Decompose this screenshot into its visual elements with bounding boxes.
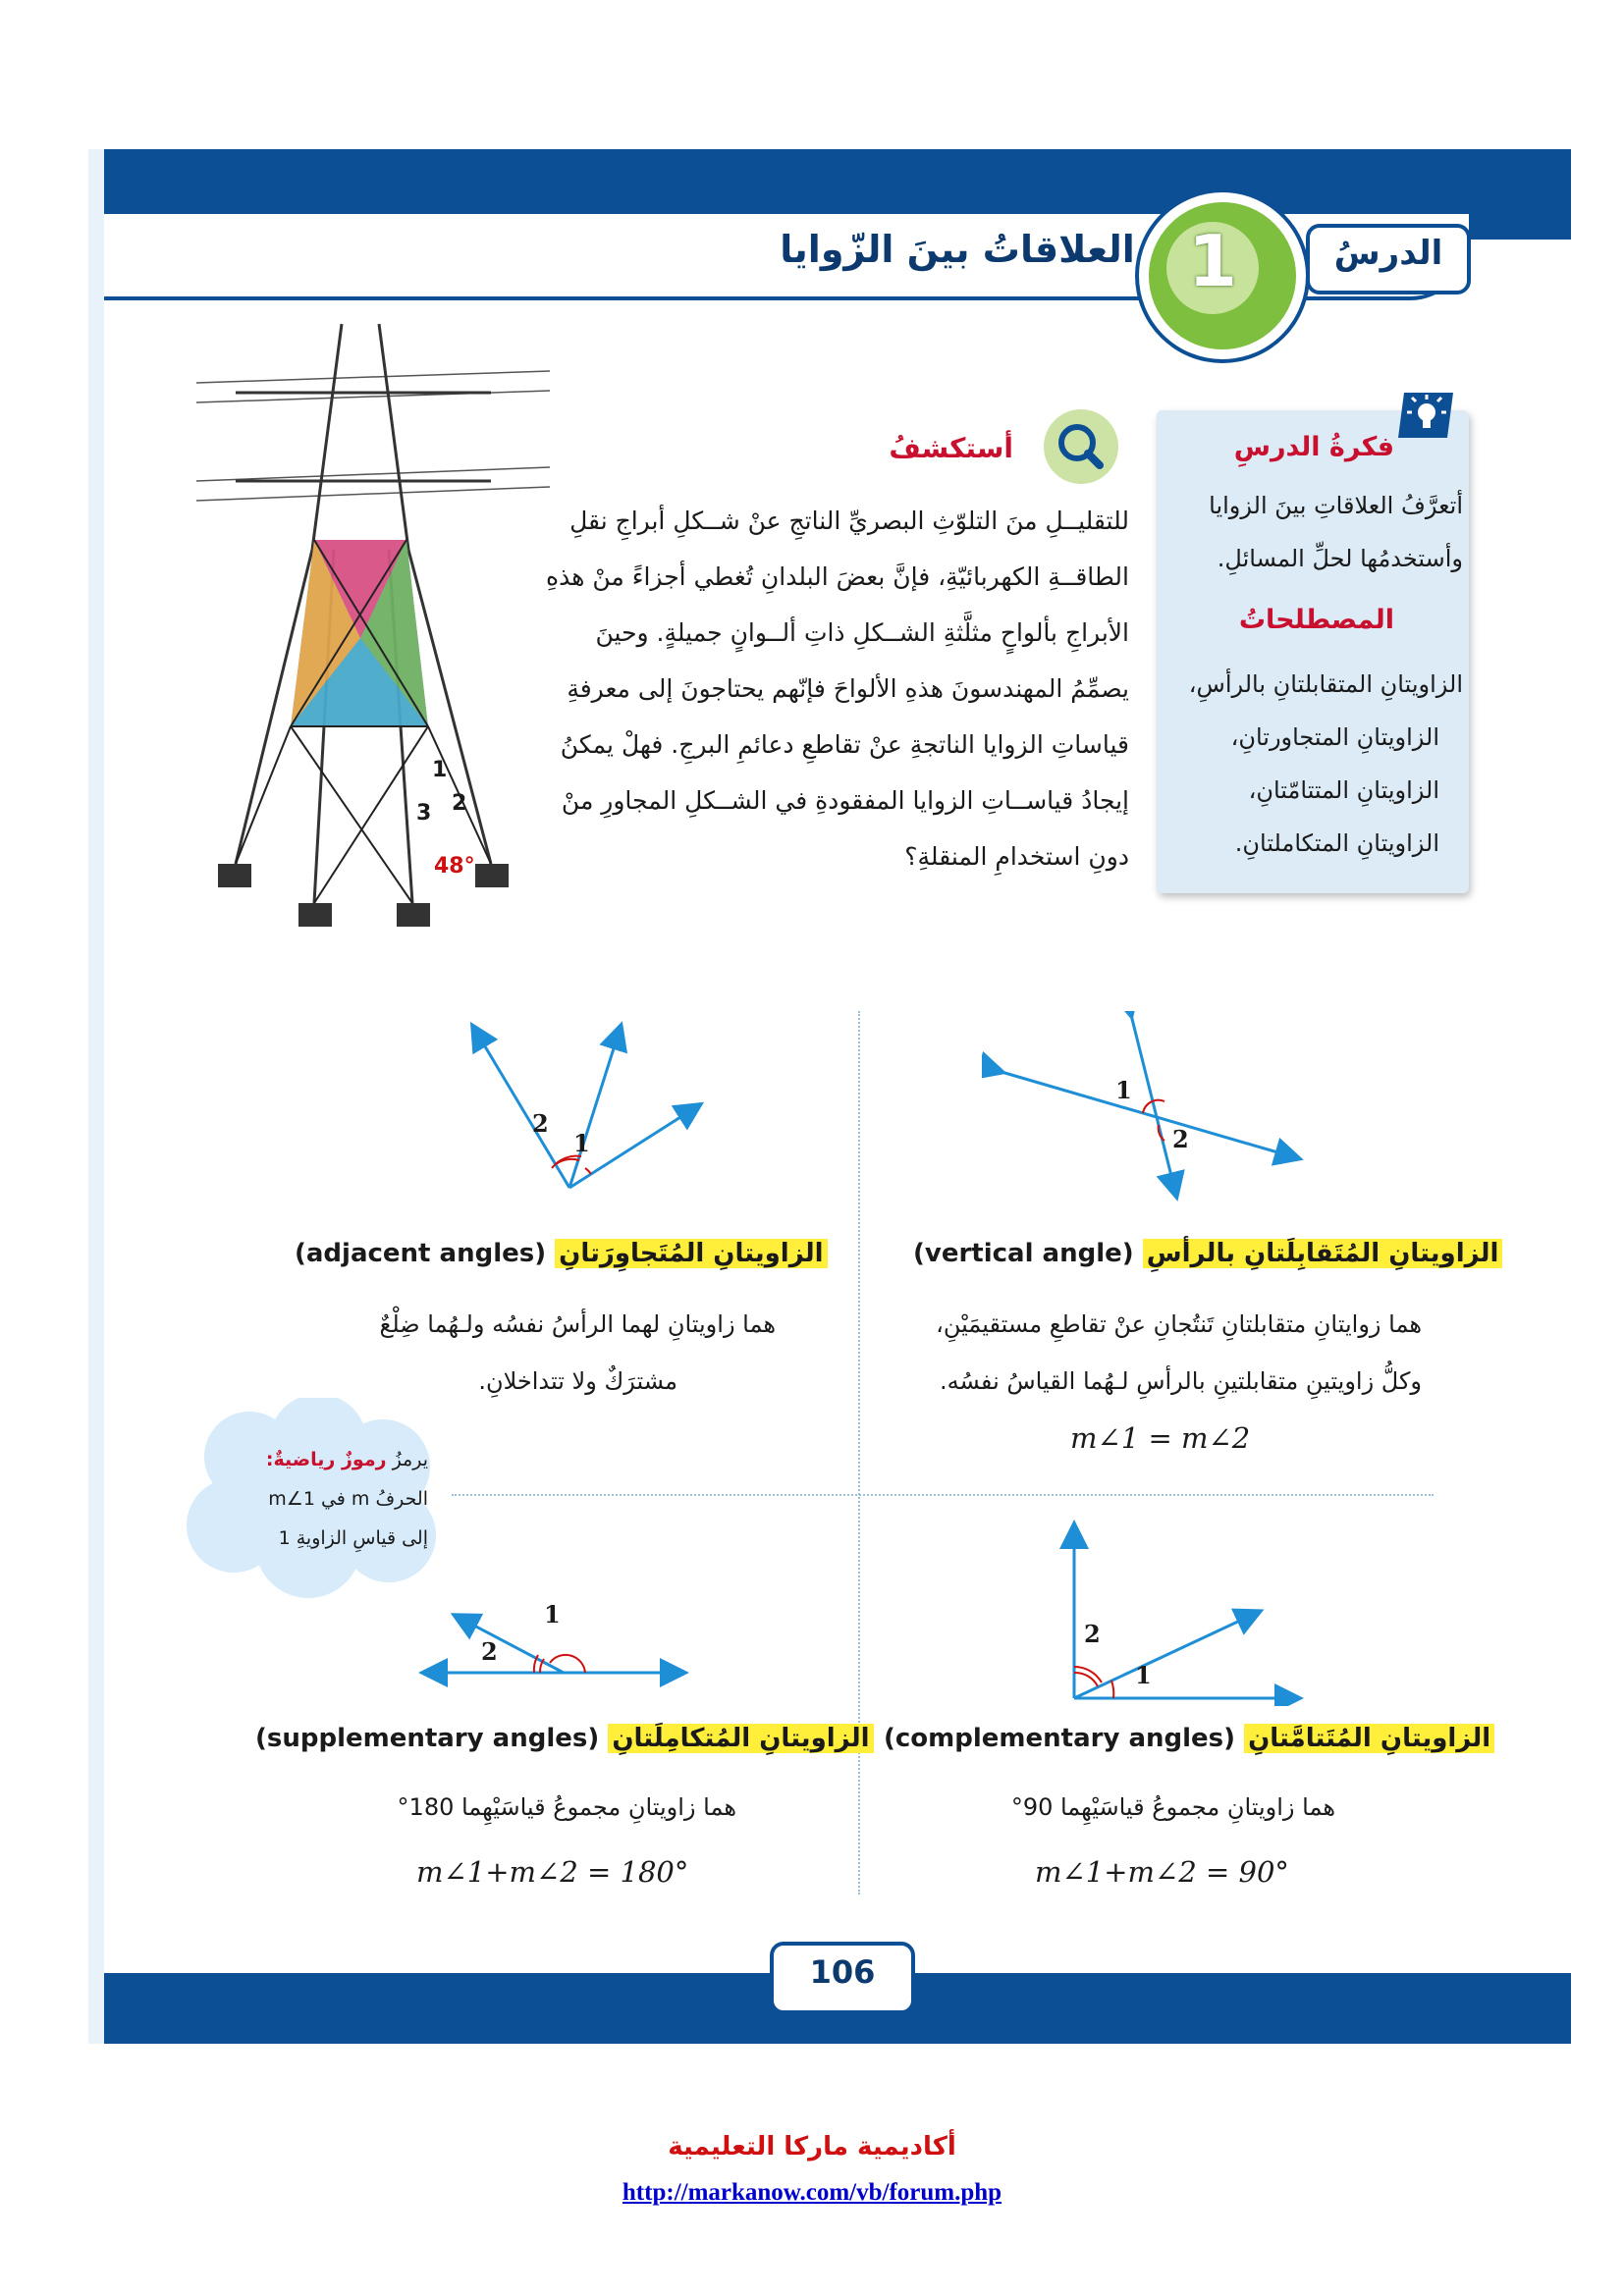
explore-line: دونِ استخدامِ المنقلةِ؟ <box>904 842 1129 871</box>
adjacent-angle-ar: الزاويتانِ المُتَجاوِرَتانِ <box>555 1239 827 1268</box>
supplementary-angle-formula: m∠1+m∠2 = 180° <box>416 1855 689 1889</box>
term-item: الزاويتانِ المتقابلتانِ بالرأسِ، <box>1188 670 1463 698</box>
vertical-angle-def: وكلُّ زاويتينِ متقابلتينِ بالرأسِ لـهُما القياسُ نفسُه. <box>940 1367 1422 1395</box>
term-item: الزاويتانِ المتتامّتانِ، <box>1248 776 1439 804</box>
vertical-angles-diagram <box>982 1011 1316 1207</box>
lesson-idea-line-1: أتعرَّفُ العلاقاتِ بينَ الزوايا <box>1209 492 1463 519</box>
lesson-number: 1 <box>1187 220 1238 302</box>
lesson-title: العلاقاتُ بينَ الزّوايا <box>780 228 1135 271</box>
divider-horizontal <box>452 1494 1434 1496</box>
tower-angle-label: 2 <box>452 791 467 816</box>
term-item: الزاويتانِ المتجاورتانِ، <box>1230 723 1439 751</box>
complementary-angle-ar: الزاويتانِ المُتَتامَّتانِ <box>1244 1724 1494 1753</box>
adjacent-angle-def: هما زاويتانِ لهما الرأسُ نفسُه ولـهُما ضِلْعٌ <box>379 1310 776 1338</box>
supplementary-angle-ar: الزاويتانِ المُتكامِلَتانِ <box>608 1724 873 1753</box>
supplementary-angle-label-1: 1 <box>544 1600 561 1629</box>
lesson-label: الدرسُ <box>1333 234 1443 273</box>
academy-name: أكاديمية ماركا التعليمية <box>668 2132 956 2162</box>
tower-angle-label: 1 <box>432 758 448 782</box>
vertical-angle-heading <box>913 1239 1499 1268</box>
adjacent-angle-en: (adjacent angles) <box>295 1239 547 1268</box>
vertical-angle-en: (vertical angle) <box>913 1239 1134 1268</box>
complementary-angle-def: هما زاويتانِ مجموعُ قياسَيْهِما 90° <box>1010 1793 1335 1821</box>
adjacent-angle-def: مشترَكٌ ولا تتداخلانِ. <box>478 1367 677 1395</box>
explore-line: قياساتِ الزوايا الناتجةِ عنْ تقاطعِ دعائمِ البرجِ. فهلْ يمكنُ <box>560 730 1129 759</box>
adjacent-angles-diagram <box>452 1011 727 1207</box>
lightbulb-icon <box>1394 385 1459 446</box>
explore-line: إيجادُ قياســاتِ الزوايا المفقودةِ في الشــكلِ المجاورِ منْ <box>561 786 1129 815</box>
supplementary-angle-heading <box>255 1724 870 1753</box>
math-symbols-title <box>196 1449 428 1470</box>
explore-line: للتقليــلِ منَ التلوّثِ البصريِّ الناتجِ عنْ شــكلِ أبراجِ نقلِ <box>569 507 1129 535</box>
math-symbols-line: إلى قياسِ الزاويةِ 1 <box>278 1527 428 1549</box>
complementary-angle-formula: m∠1+m∠2 = 90° <box>1035 1855 1289 1889</box>
magnifier-icon <box>1041 406 1121 487</box>
tower-angle-measure: 48° <box>434 854 475 879</box>
supplementary-angle-def: هما زاويتانِ مجموعُ قياسَيْهِما 180° <box>397 1793 736 1821</box>
complementary-angle-label-1: 1 <box>1135 1661 1152 1689</box>
math-symbols-line: الحرفُ m في m∠1 <box>268 1488 428 1510</box>
vertical-angle-ar: الزاويتانِ المُتَقابِلَتانِ بالرأسِ <box>1143 1239 1503 1268</box>
supplementary-angle-en: (supplementary angles) <box>255 1724 600 1753</box>
adjacent-angle-label-2: 2 <box>532 1109 549 1138</box>
power-tower-illustration <box>196 314 550 962</box>
vertical-angle-formula: m∠1 = m∠2 <box>1070 1421 1251 1455</box>
complementary-angle-en: (complementary angles) <box>884 1724 1236 1753</box>
adjacent-angle-heading <box>295 1239 824 1268</box>
complementary-angles-diagram <box>1041 1520 1316 1706</box>
vertical-angle-def: هما زوايتانِ متقابلتانِ تَنتُجانِ عنْ تقاطعِ مستقيمَيْنِ، <box>936 1310 1422 1338</box>
adjacent-angle-label-1: 1 <box>573 1129 590 1157</box>
complementary-angle-label-2: 2 <box>1084 1620 1101 1648</box>
math-symbols-heading: رموزٌ رياضيةٌ: <box>265 1449 387 1470</box>
divider-vertical <box>858 1011 860 1895</box>
page-number: 106 <box>809 1953 876 1991</box>
academy-link[interactable]: http://markanow.com/vb/forum.php <box>622 2179 1002 2206</box>
explore-title: أستكشفُ <box>889 432 1013 464</box>
tower-angle-label: 3 <box>416 801 432 826</box>
term-item: الزاويتانِ المتكاملتانِ. <box>1234 829 1439 857</box>
terms-title: المصطلحاتُ <box>1238 605 1394 635</box>
explore-line: الطاقــةِ الكهربائيّةِ، فإنَّ بعضَ البلدانِ تُغطي أجزاءً منْ هذهِ <box>546 562 1129 591</box>
lesson-idea-line-2: وأستخدمُها لحلِّ المسائلِ. <box>1217 545 1463 572</box>
math-symbols-lead: يرمزُ <box>392 1449 428 1470</box>
complementary-angle-heading <box>884 1724 1491 1753</box>
explore-line: الأبراجِ بألواحٍ مثلَّثةِ الشــكلِ ذاتِ ألــوانٍ جميلةٍ. وحينَ <box>595 618 1129 647</box>
vertical-angle-label-1: 1 <box>1115 1076 1132 1104</box>
explore-line: يصمِّمُ المهندسونَ هذهِ الألواحَ فإنّهم يحتاجونَ إلى معرفةِ <box>567 674 1129 703</box>
lesson-idea-title: فكرةُ الدرسِ <box>1233 432 1394 462</box>
supplementary-angle-label-2: 2 <box>481 1637 498 1666</box>
vertical-angle-label-2: 2 <box>1172 1125 1189 1153</box>
